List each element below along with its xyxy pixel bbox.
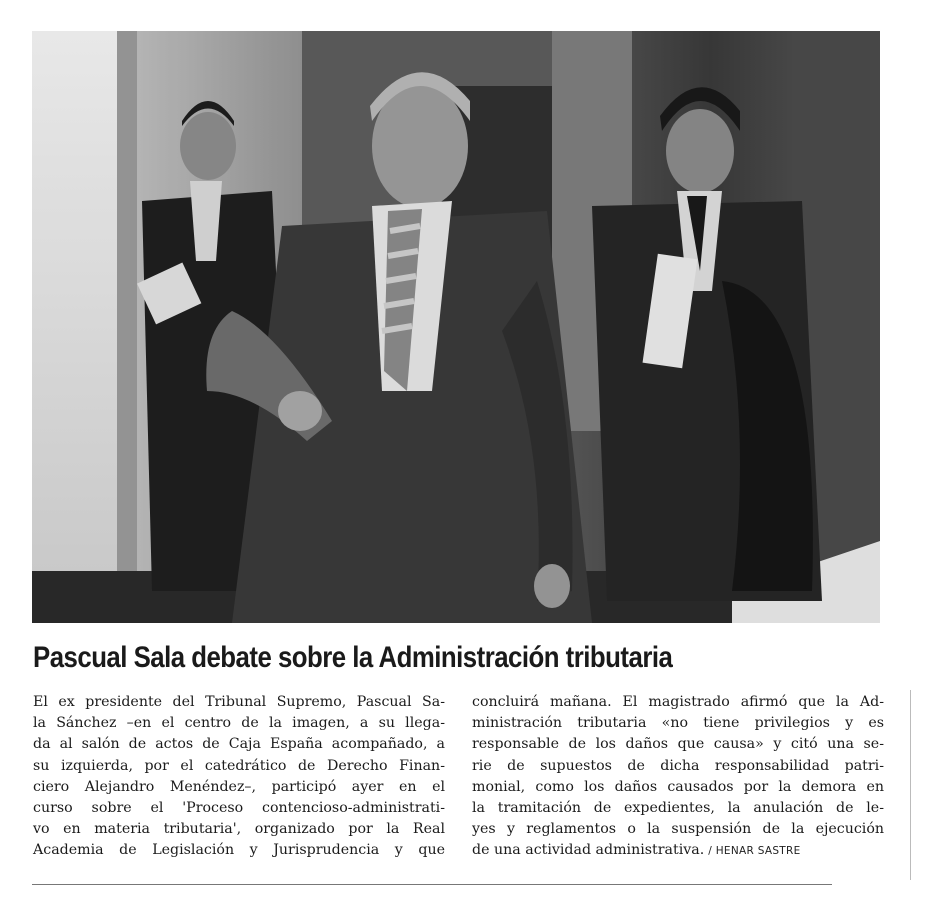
body-line: rie de supuestos de dicha responsabilidad patri- [472, 757, 884, 774]
headline: Pascual Sala debate sobre la Administración tributaria [33, 641, 673, 674]
body-line: responsable de los daños que causa» y citó una se- [472, 736, 884, 753]
body-line: Academia de Legislación y Jurisprudencia y que [33, 842, 445, 859]
body-line: monial, como los daños causados por la demora en [472, 778, 884, 795]
body-line: su izquierda, por el catedrático de Derecho Finan- [33, 757, 445, 774]
news-photo [32, 31, 880, 623]
body-line: concluirá mañana. El magistrado afirmó que la Ad- [472, 694, 884, 710]
bottom-rule [32, 884, 832, 885]
photo-credit: / HENAR SASTRE [708, 845, 801, 858]
article-body-left-column [33, 692, 445, 862]
body-line: yes y reglamentos o la suspensión de la ejecución [472, 821, 884, 838]
body-line: da al salón de actos de Caja España acompañado, a [33, 736, 445, 753]
body-line-text: de una actividad administrativa. [472, 842, 705, 859]
body-line: El ex presidente del Tribunal Supremo, Pascual Sa- [33, 694, 445, 710]
body-line: vo en materia tributaria', organizado por la Real [33, 821, 445, 838]
body-line: ciero Alejandro Menéndez–, participó ayer en el [33, 778, 445, 795]
article-body-right-column [472, 692, 884, 863]
photo-illustration [32, 31, 880, 623]
body-line: curso sobre el 'Proceso contencioso-administrati- [33, 800, 445, 817]
body-line: la Sánchez –en el centro de la imagen, a su llega- [33, 715, 445, 732]
body-line: ministración tributaria «no tiene privilegios y es [472, 715, 884, 732]
body-line: la tramitación de expedientes, la anulación de le- [472, 800, 884, 817]
right-rule [910, 690, 911, 880]
body-line-last [472, 840, 884, 862]
